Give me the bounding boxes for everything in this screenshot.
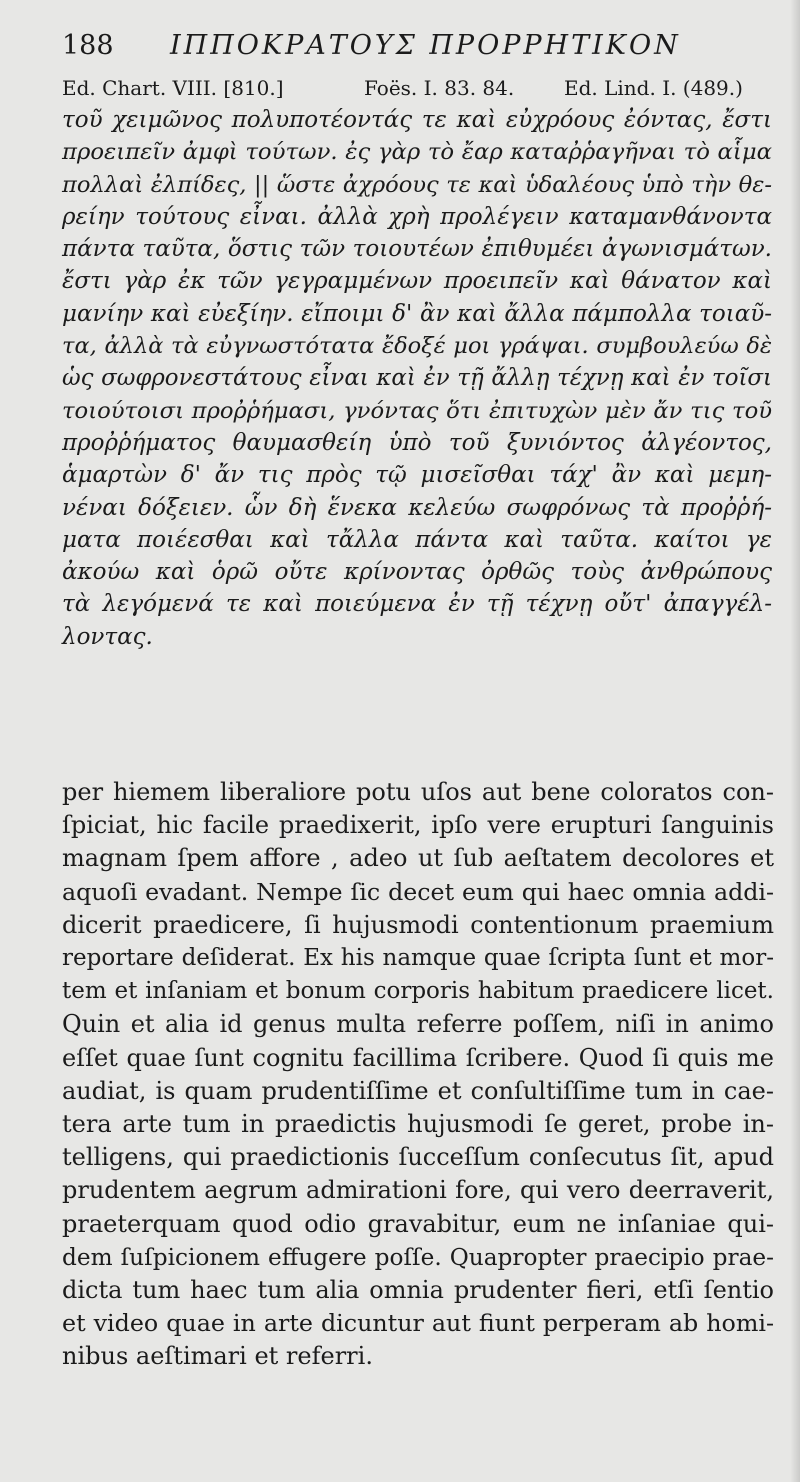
- greek-line: τα, ἀλλὰ τὰ εὐγνωστότατα ἔδοξέ μοι γράψαι. συμβουλεύω δὲ: [62, 333, 772, 360]
- latin-line: audiat, is quam prudentiſſime et conſultiſſime tum in cae-: [62, 1076, 774, 1105]
- greek-line: λοντας.: [62, 623, 153, 650]
- latin-line: aquoſi evadant. Nempe ſic decet eum qui haec omnia addi-: [62, 877, 774, 906]
- greek-line: τοιούτοισι προῤῥήμασι, γνόντας ὅτι ἐπιτυχὼν μὲν ἄν τις τοῦ: [62, 397, 772, 424]
- running-title: ΙΠΠΟΚΡΑΤΟΥΣ ΠΡΟΡΡΗΤΙΚΟΝ: [170, 30, 681, 61]
- latin-line: tem et inſaniam et bonum corporis habitum praedicere licet.: [62, 978, 774, 1005]
- latin-line: et video quae in arte dicuntur aut fiunt perperam ab homi-: [62, 1309, 774, 1338]
- latin-line: dem ſuſpicionem effugere poſſe. Quapropter praecipio prae-: [62, 1243, 774, 1271]
- latin-line: eſſet quae ſunt cognitu facillima ſcribere. Quod ſi quis me: [62, 1043, 774, 1072]
- edition-foes: Foës. I. 83. 84.: [364, 76, 515, 100]
- latin-line: magnam ſpem affore , adeo ut ſub aeſtatem decolores et: [62, 844, 774, 873]
- greek-line: ἔστι γὰρ ἐκ τῶν γεγραμμένων προειπεῖν καὶ θάνατον καὶ: [62, 268, 772, 295]
- edition-linden: Ed. Lind. I. (489.): [564, 76, 743, 100]
- page-number: 188: [62, 30, 114, 61]
- latin-line: per hiemem liberaliore potu uſos aut bene coloratos con-: [62, 778, 774, 806]
- greek-line: ρείην τούτους εἶναι. ἀλλὰ χρὴ προλέγειν καταμανθάνοντα: [62, 203, 772, 230]
- running-header: [62, 26, 762, 66]
- greek-line: μανίην καὶ εὐεξίην. εἴποιμι δ' ἂν καὶ ἄλλα πάμπολλα τοιαῦ-: [62, 300, 772, 327]
- latin-line: Quin et alia id genus multa referre poſſem, niſi in animo: [62, 1010, 774, 1039]
- latin-line: tera arte tum in praedictis hujusmodi ſe geret, probe in-: [62, 1110, 774, 1139]
- greek-line: πάντα ταῦτα, ὅστις τῶν τοιουτέων ἐπιθυμέει ἀγωνισμάτων.: [62, 236, 772, 263]
- greek-line: ὡς σωφρονεστάτους εἶναι καὶ ἐν τῇ ἄλλῃ τέχνῃ καὶ ἐν τοῖσι: [62, 365, 772, 392]
- greek-line: προῤῥήματος θαυμασθείη ὑπὸ τοῦ ξυνιόντος ἀλγέοντος,: [62, 429, 772, 456]
- latin-line: nibus aeſtimari et referri.: [62, 1342, 373, 1371]
- greek-line: πολλαὶ ἐλπίδες, || ὥστε ἀχρόους τε καὶ ὑδαλέους ὑπὸ τὴν θε-: [62, 171, 772, 198]
- latin-line: telligens, qui praedictionis ſucceſſum conſecutus ſit, apud: [62, 1143, 774, 1172]
- latin-line: praeterquam quod odio gravabitur, eum ne inſaniae qui-: [62, 1209, 774, 1238]
- edition-chartier: Ed. Chart. VIII. [810.]: [62, 76, 284, 100]
- latin-line: ſpiciat, hic facile praedixerit, ipſo vere erupturi ſanguinis: [62, 811, 774, 840]
- greek-line: ἀκούω καὶ ὁρῶ οὔτε κρίνοντας ὀρθῶς τοὺς ἀνθρώπους: [62, 559, 772, 586]
- greek-line: τὰ λεγόμενά τε καὶ ποιεύμενα ἐν τῇ τέχνῃ οὔτ' ἀπαγγέλ-: [62, 591, 772, 618]
- latin-translation-block: [62, 776, 774, 1374]
- greek-line: νέναι δόξειεν. ὧν δὴ ἕνεκα κελεύω σωφρόνως τὰ προῤῥή-: [62, 494, 772, 521]
- greek-line: ματα ποιέεσθαι καὶ τἄλλα πάντα καὶ ταῦτα. καίτοι γε: [62, 526, 772, 553]
- greek-text-block: [62, 104, 772, 653]
- edition-references: [62, 72, 782, 104]
- latin-line: dicta tum haec tum alia omnia prudenter fieri, etſi ſentio: [62, 1276, 774, 1305]
- latin-line: dicerit praedicere, ſi hujusmodi contentionum praemium: [62, 910, 774, 939]
- latin-line: prudentem aegrum admirationi fore, qui vero deerraverit,: [62, 1176, 774, 1205]
- greek-line: τοῦ χειμῶνος πολυποτέοντάς τε καὶ εὐχρόους ἐόντας, ἔστι: [62, 107, 772, 133]
- greek-line: ἁμαρτὼν δ' ἄν τις πρὸς τῷ μισεῖσθαι τάχ' ἂν καὶ μεμη-: [62, 462, 772, 489]
- greek-line: προειπεῖν ἀμφὶ τούτων. ἐς γὰρ τὸ ἔαρ καταῤῥαγῆναι τὸ αἷμα: [62, 139, 772, 166]
- latin-line: reportare deſiderat. Ex his namque quae ſcripta ſunt et mor-: [62, 945, 774, 972]
